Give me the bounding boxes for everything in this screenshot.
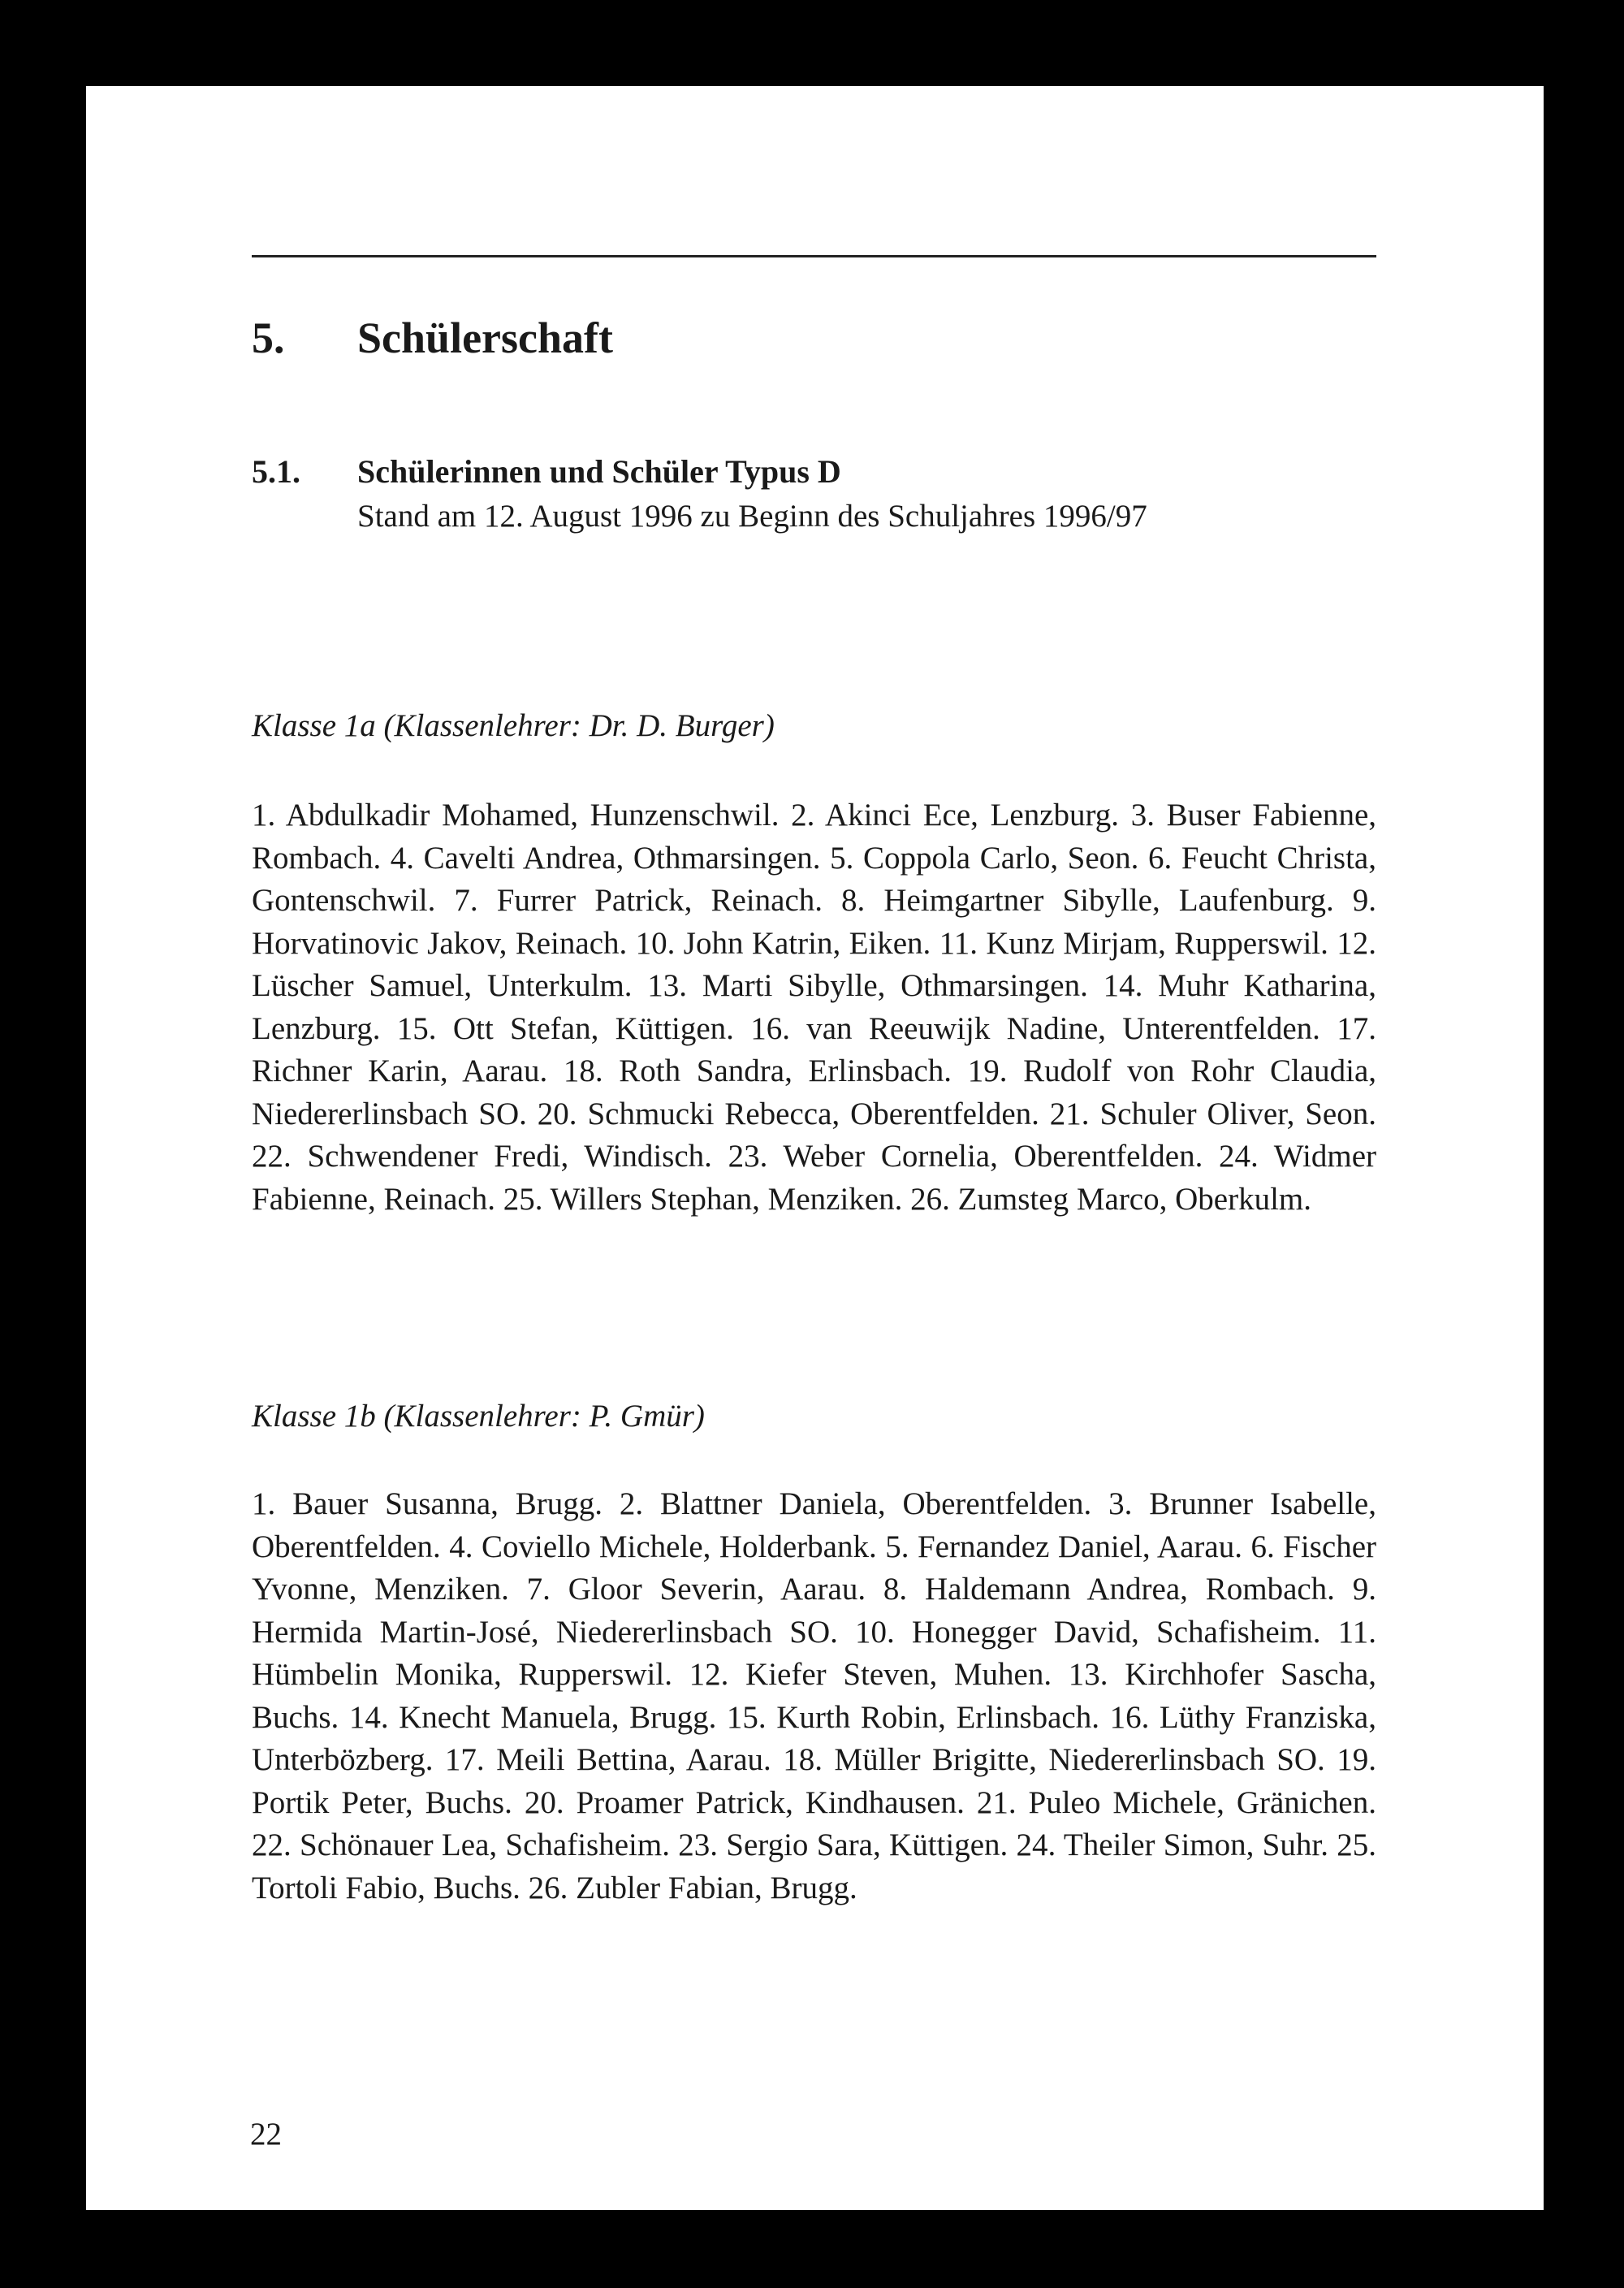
section-subtitle: Stand am 12. August 1996 zu Beginn des Schuljahres 1996/97 — [357, 499, 1147, 534]
section-title: Schülerinnen und Schüler Typus D — [357, 453, 841, 490]
chapter-number: 5. — [252, 314, 285, 362]
chapter-title: Schülerschaft — [357, 314, 613, 362]
class-1b-heading: Klasse 1b (Klassenlehrer: P. Gmür) — [252, 1399, 705, 1434]
section-number: 5.1. — [252, 453, 300, 490]
chapter-heading — [252, 316, 613, 360]
header-rule — [252, 255, 1376, 257]
class-1a-heading: Klasse 1a (Klassenlehrer: Dr. D. Burger) — [252, 708, 775, 743]
page-number: 22 — [250, 2117, 282, 2152]
class-1a-student-list: 1. Abdulkadir Mohamed, Hunzenschwil. 2. Akinci Ece, Lenzburg. 3. Buser Fabienne, Rombach. 4. Cavelti Andrea, Othmarsingen. 5. Coppola Carlo, Seon. 6. Feucht Christa, Gontenschwil. 7. Furrer Patrick, Reinach. 8. Heimgartner Sibylle, Laufenburg. 9. Horvatinovic Jakov, Reinach. 10. John Katrin, Eiken. 11. Kunz Mirjam, Rupperswil. 12. Lüscher Samuel, Unterkulm. 13. Marti Sibylle, Othmarsingen. 14. Muhr Katharina, Lenzburg. 15. Ott Stefan, Küttigen. 16. van Reeuwijk Nadine, Unterentfelden. 17. Richner Karin, Aarau. 18. Roth Sandra, Erlinsbach. 19. Rudolf von Rohr Claudia, Niedererlinsbach SO. 20. Schmucki Rebecca, Oberentfelden. 21. Schuler Oliver, Seon. 22. Schwendener Fredi, Windisch. 23. Weber Cornelia, Oberentfelden. 24. Widmer Fabienne, Reinach. 25. Willers Stephan, Menziken. 26. Zumsteg Marco, Oberkulm. — [252, 798, 1376, 1217]
class-1b-student-list: 1. Bauer Susanna, Brugg. 2. Blattner Daniela, Oberentfelden. 3. Brunner Isabelle, Oberentfelden. 4. Coviello Michele, Holderbank. 5. Fernandez Daniel, Aarau. 6. Fischer Yvonne, Menziken. 7. Gloor Severin, Aarau. 8. Haldemann Andrea, Rombach. 9. Hermida Martin-José, Niedererlinsbach SO. 10. Honegger David, Schafisheim. 11. Hümbelin Monika, Rupperswil. 12. Kiefer Steven, Muhen. 13. Kirchhofer Sascha, Buchs. 14. Knecht Manuela, Brugg. 15. Kurth Robin, Erlinsbach. 16. Lüthy Franziska, Unterbözberg. 17. Meili Bettina, Aarau. 18. Müller Brigitte, Niedererlinsbach SO. 19. Portik Peter, Buchs. 20. Proamer Patrick, Kindhausen. 21. Puleo Michele, Gränichen. 22. Schönauer Lea, Schafisheim. 23. Sergio Sara, Küttigen. 24. Theiler Simon, Suhr. 25. Tortoli Fabio, Buchs. 26. Zubler Fabian, Brugg. — [252, 1486, 1376, 1905]
section-heading — [252, 453, 841, 490]
document-page — [86, 86, 1544, 2210]
